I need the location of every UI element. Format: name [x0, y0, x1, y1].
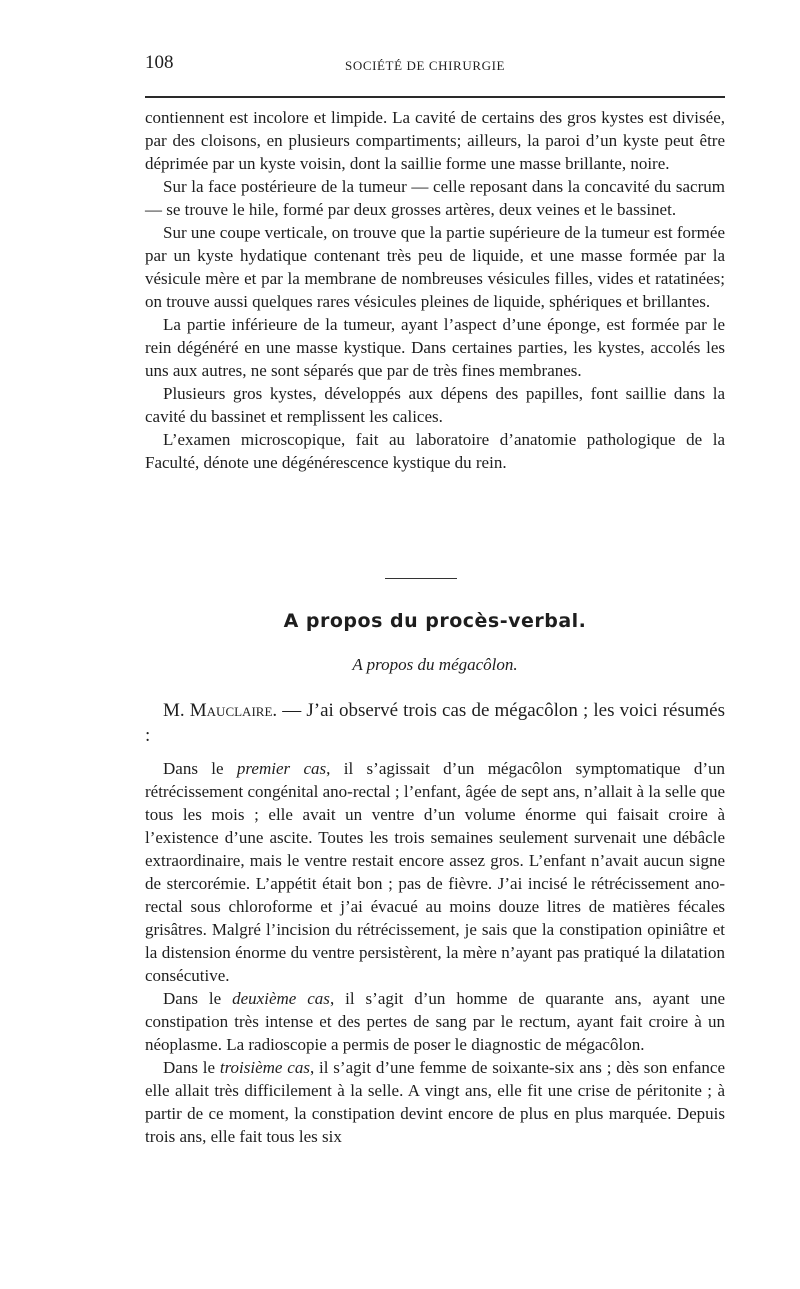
page-number: 108: [145, 52, 174, 73]
paragraph: Plusieurs gros kystes, développés aux dépens des papilles, font saillie dans la cavité du bassinet et remplissent les calices.: [145, 384, 725, 426]
paragraph: Sur la face postérieure de la tumeur — celle reposant dans la concavité du sacrum — se trouve le hile, formé par deux grosses artères, deux veines et le bassinet.: [145, 177, 725, 219]
case-label: troisième cas: [219, 1058, 310, 1077]
page-header: [145, 52, 725, 82]
case-paragraph: [145, 987, 725, 1056]
paragraph: La partie inférieure de la tumeur, ayant l’aspect d’une éponge, est formée par le rein dégénéré en une masse kystique. Dans certaines parties, les kystes, accolés les uns aux autres, ne sont séparés que par de très fines membranes.: [145, 315, 725, 380]
case-paragraph: [145, 757, 725, 987]
paragraph: L’examen microscopique, fait au laboratoire d’anatomie pathologique de la Faculté, dénote une dégénérescence kystique du rein.: [145, 430, 725, 472]
speaker-statement: — J’ai observé trois cas de mégacôlon ; les voici résumés :: [145, 700, 725, 746]
section-divider: [385, 578, 457, 579]
case-prefix: Dans le: [163, 759, 237, 778]
running-title: SOCIÉTÉ DE CHIRURGIE: [345, 58, 506, 73]
case-prefix: Dans le: [163, 989, 233, 1008]
cases-text: [145, 757, 725, 1148]
case-label: premier cas: [236, 759, 327, 778]
section-heading: A propos du procès-verbal.: [283, 610, 587, 632]
case-label: deuxième cas: [232, 989, 330, 1008]
case-text: , il s’agit d’un homme de quarante ans, ayant une constipation très intense et des pertes de sang par le rectum, ayant fait croire à un néoplasme. La radioscopie a permis de poser le diagnostic de mégacôlon.: [145, 989, 725, 1054]
continued-text: [145, 106, 725, 474]
paragraph: Sur une coupe verticale, on trouve que la partie supérieure de la tumeur est formée par un kyste hydatique contenant très peu de liquide, et une masse formée par la vésicule mère et par la membrane de nombreuses vésicules filles, vides et ratatinées; on trouve aussi quelques rares vésicules pleines de liquide, sphériques et brillantes.: [145, 223, 725, 311]
case-text: , il s’agit d’une femme de soixante-six ans ; dès son enfance elle allait très difficilement à la selle. A vingt ans, elle fit une crise de péritonite ; à partir de ce moment, la constipation devint encore de plus en plus marquée. Depuis trois ans, elle fait tous les six: [145, 1058, 725, 1146]
section-subheading: A propos du mégacôlon.: [352, 655, 518, 674]
speaker-paragraph: [145, 698, 725, 748]
header-rule: [145, 96, 725, 98]
paragraph: contiennent est incolore et limpide. La cavité de certains des gros kystes est divisée, par des cloisons, en plusieurs compartiments; ailleurs, la paroi d’un kyste peut être déprimée par un kyste voisin, dont la saillie forme une masse brillante, noire.: [145, 108, 725, 173]
case-text: , il s’agissait d’un mégacôlon symptomatique d’un rétrécissement congénital ano-rectal ; l’enfant, âgée de sept ans, n’allait à la selle que tous les mois ; elle avait un ventre d’un volume énorme qui faisait croire à l’existence d’une ascite. Toutes les trois semaines seulement survenait une débâcle extraordinaire, mais le ventre restait encore assez gros. L’enfant n’avait aucun signe de stercorémie. L’appétit était bon ; pas de fièvre. J’ai incisé le rétrécissement ano-rectal sous chloroforme et j’ai évacué au moins douze litres de matières fécales grisâtres. Malgré l’incision du rétrécissement, je sais que la constipation opiniâtre et la distension énorme du ventre persistèrent, la mère n’ayant pas pratiqué la dilatation consécutive.: [145, 759, 725, 985]
speaker-name: M. Mauclaire.: [163, 700, 278, 721]
case-prefix: Dans le: [163, 1058, 220, 1077]
case-paragraph: [145, 1056, 725, 1148]
